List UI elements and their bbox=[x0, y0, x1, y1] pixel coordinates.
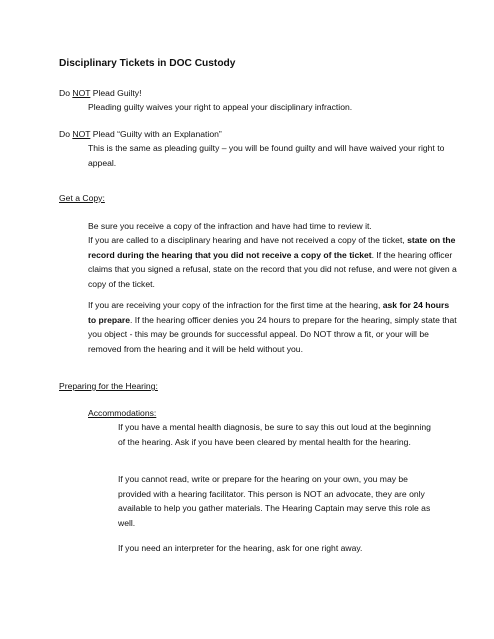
paragraph-same-as-guilty: This is the same as pleading guilty – you will be found guilty and will have waived your right to appeal. bbox=[88, 143, 445, 168]
heading-preparing-for-hearing: Preparing for the Hearing: bbox=[59, 381, 158, 391]
heading-text-rest: Plead Guilty! bbox=[90, 88, 142, 98]
text: . If the hearing officer claims that you signed a refusal, state on the record that you did not refuse, and were not given a copy of the ticket. bbox=[88, 249, 457, 289]
bold-instruction: ask for 24 hours to prepare bbox=[88, 300, 450, 325]
heading-get-a-copy: Get a Copy: bbox=[59, 193, 105, 203]
heading-text-rest: Plead “Guilty with an Explanation” bbox=[90, 129, 222, 139]
text: If you are called to a disciplinary hearing and have not received a copy of the ticket, bbox=[88, 235, 408, 245]
heading-not: NOT bbox=[72, 88, 91, 98]
bold-instruction: state on the record during the hearing that you did not receive a copy of the ticket bbox=[88, 235, 456, 260]
paragraph-hearing-facilitator: If you cannot read, write or prepare for the hearing on your own, you may be provided with a hearing facilitator. This person is NOT an advocate, they are only available to help you gather materials. The Hearing Captain may serve this role as well. bbox=[118, 474, 431, 528]
paragraph-interpreter: If you need an interpreter for the hearing, ask for one right away. bbox=[118, 543, 363, 553]
paragraph-no-copy-received bbox=[88, 233, 458, 291]
paragraph-receive-copy: Be sure you receive a copy of the infraction and have had time to review it. bbox=[88, 221, 372, 231]
heading-do-not-plead-guilty bbox=[59, 86, 141, 101]
page-title: Disciplinary Tickets in DOC Custody bbox=[59, 58, 236, 69]
heading-do-not-plead-explanation bbox=[59, 127, 222, 142]
text: . If the hearing officer denies you 24 hours to prepare for the hearing, simply state that you object - this may be grounds for successful appeal. Do NOT throw a fit, or your will be removed from the hearing and it will be held without you. bbox=[88, 314, 457, 354]
paragraph-first-time-copy bbox=[88, 298, 458, 356]
heading-text: Do bbox=[59, 129, 73, 139]
heading-not: NOT bbox=[72, 129, 91, 139]
text: If you are receiving your copy of the infraction for the first time at the hearing, bbox=[88, 300, 383, 310]
heading-text: Do bbox=[59, 88, 73, 98]
paragraph-guilty-waives: Pleading guilty waives your right to appeal your disciplinary infraction. bbox=[88, 102, 353, 112]
subheading-accommodations: Accommodations: bbox=[88, 408, 157, 418]
paragraph-mental-health: If you have a mental health diagnosis, be sure to say this out loud at the beginning of the hearing. Ask if you have been cleared by mental health for the hearing. bbox=[118, 422, 431, 447]
